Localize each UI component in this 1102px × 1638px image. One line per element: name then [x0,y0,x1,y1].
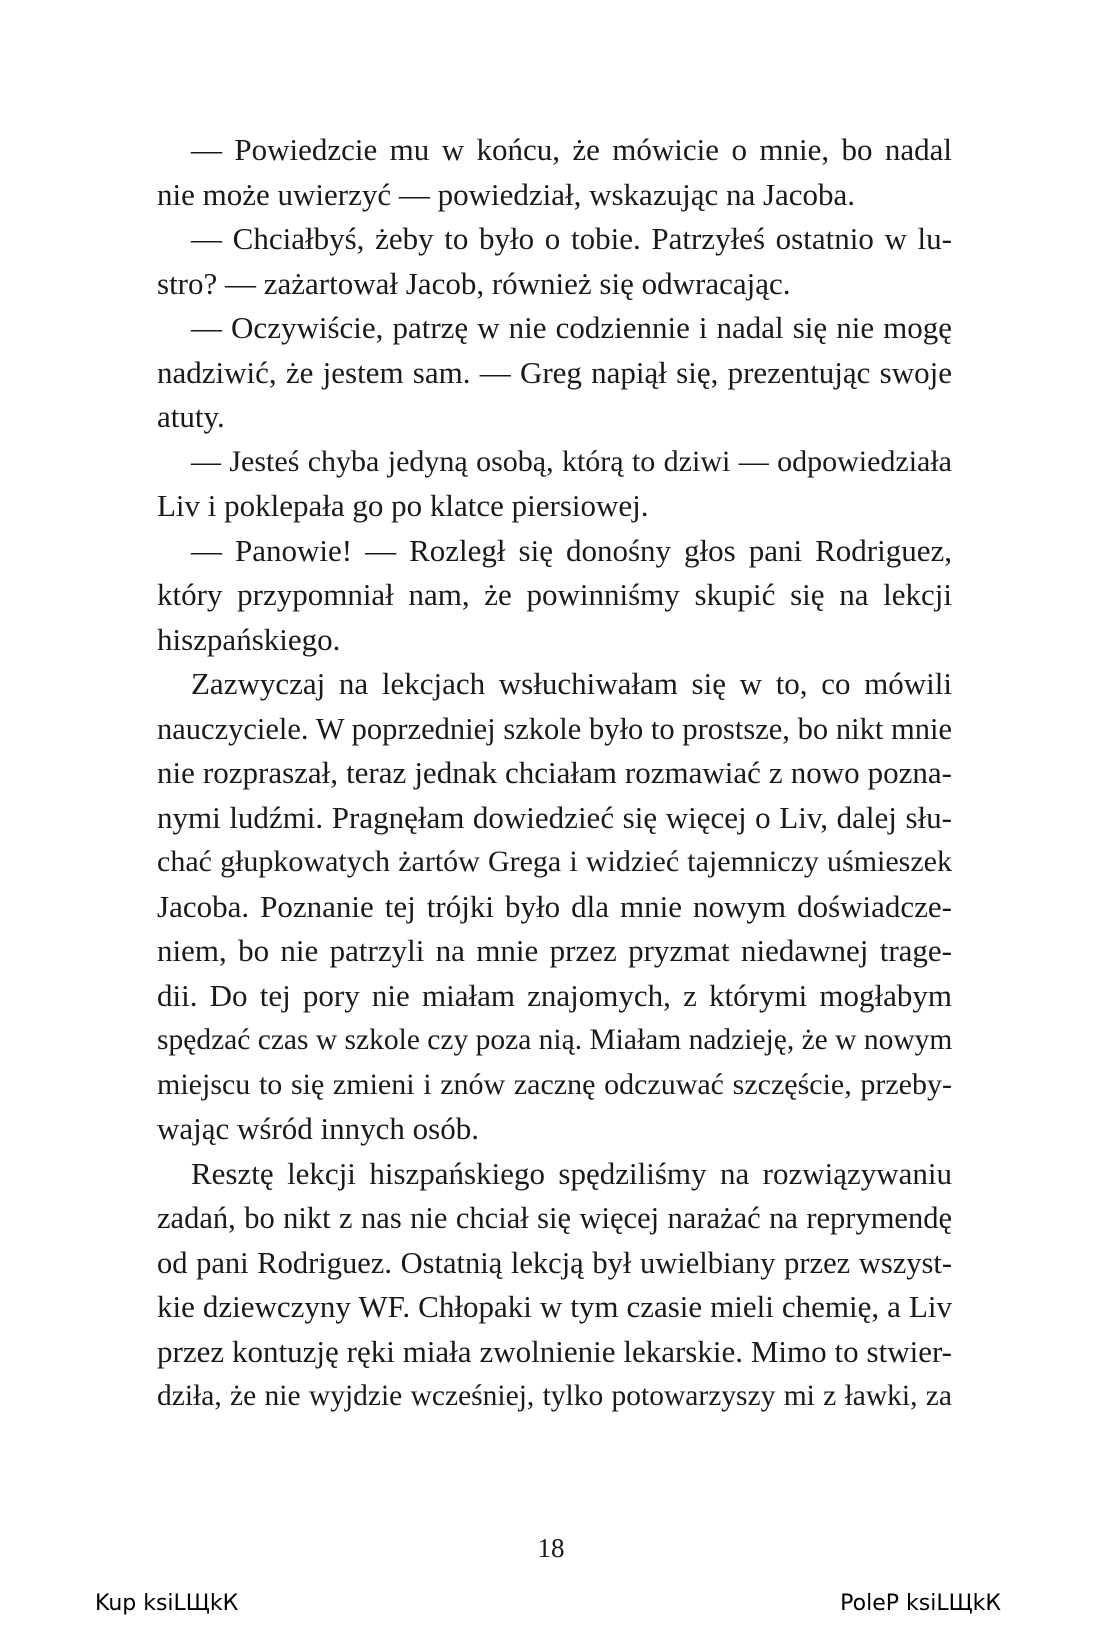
text-line: dziła, że nie wyjdzie wcześniej, tylko potowarzyszy mi z ławki, za [157,1380,952,1412]
footer-buy-book-link[interactable]: Kup ksiLЩkК [95,1591,239,1616]
text-line: nauczyciele. W poprzedniej szkole było to prostsze, bo nikt mnie [157,711,952,746]
page-number: 18 [537,1533,565,1563]
text-line: dii. Do tej pory nie miałam znajomych, z którymi mogłabym [157,977,952,1013]
text-line: nymi ludźmi. Pragnęłam dowiedzieć się więcej o Liv, dalej słu- [157,799,952,835]
text-line: — Powiedzcie mu w końcu, że mówicie o mnie, bo nadal [191,132,952,167]
text-line: — Oczywiście, patrzę w nie codziennie i nadal się nie mogę [191,310,952,345]
text-line: zadań, bo nikt z nas nie chciał się więcej narażać na reprymendę [157,1201,952,1235]
text-line: Zazwyczaj na lekcjach wsłuchiwałam się w to, co mówili [191,666,952,701]
text-line: wając wśród innych osób. [157,1111,479,1146]
text-line: Resztę lekcji hiszpańskiego spędziliśmy na rozwiązywaniu [191,1155,952,1191]
text-line: chać głupkowatych żartów Grega i widzieć tajemniczy uśmieszek [157,845,952,878]
footer-recommend-book-link[interactable]: PoleР ksiLЩkК [840,1591,1001,1616]
text-line: stro? — zażartował Jacob, również się odwracając. [157,265,791,301]
text-line: od pani Rodriguez. Ostatnią lekcją był uwielbiany przez wszyst- [157,1245,952,1280]
text-line: Jacoba. Poznanie tej trójki było dla mnie nowym doświadcze- [157,888,952,924]
text-line: nie rozpraszał, teraz jednak chciałam rozmawiać z nowo pozna- [157,755,952,790]
text-line: przez kontuzję ręki miała zwolnienie lekarskie. Mimo to stwier- [157,1333,952,1369]
text-line: miejscu to się zmieni i znów zacznę odczuwać szczęście, przeby- [157,1067,952,1101]
text-line: niem, bo nie patrzyli na mnie przez pryzmat niedawnej trage- [157,933,952,968]
text-line: — Jesteś chyba jedyną osobą, którą to dziwi — odpowiedziała [191,444,952,478]
text-line: spędzać czas w szkole czy poza nią. Miałam nadzieję, że w nowym [157,1024,953,1056]
text-line: który przypomniał nam, że powinniśmy skupić się na lekcji [157,577,952,612]
text-line: Liv i poklepała go po klatce piersiowej. [157,488,649,523]
text-line: atuty. [157,399,225,434]
text-line: nie może uwierzyć — powiedział, wskazując na Jacoba. [157,176,856,212]
text-line: hiszpańskiego. [157,621,341,657]
body-text [157,128,952,1419]
text-line: — Panowie! — Rozległ się donośny głos pani Rodriguez, [191,532,952,568]
text-line: nadziwić, że jestem sam. — Greg napiął się, prezentując swoje [157,354,952,390]
text-line: — Chciałbyś, żeby to było o tobie. Patrzyłeś ostatnio w lu- [191,221,952,256]
text-line: kie dziewczyny WF. Chłopaki w tym czasie mieli chemię, a Liv [157,1289,952,1324]
